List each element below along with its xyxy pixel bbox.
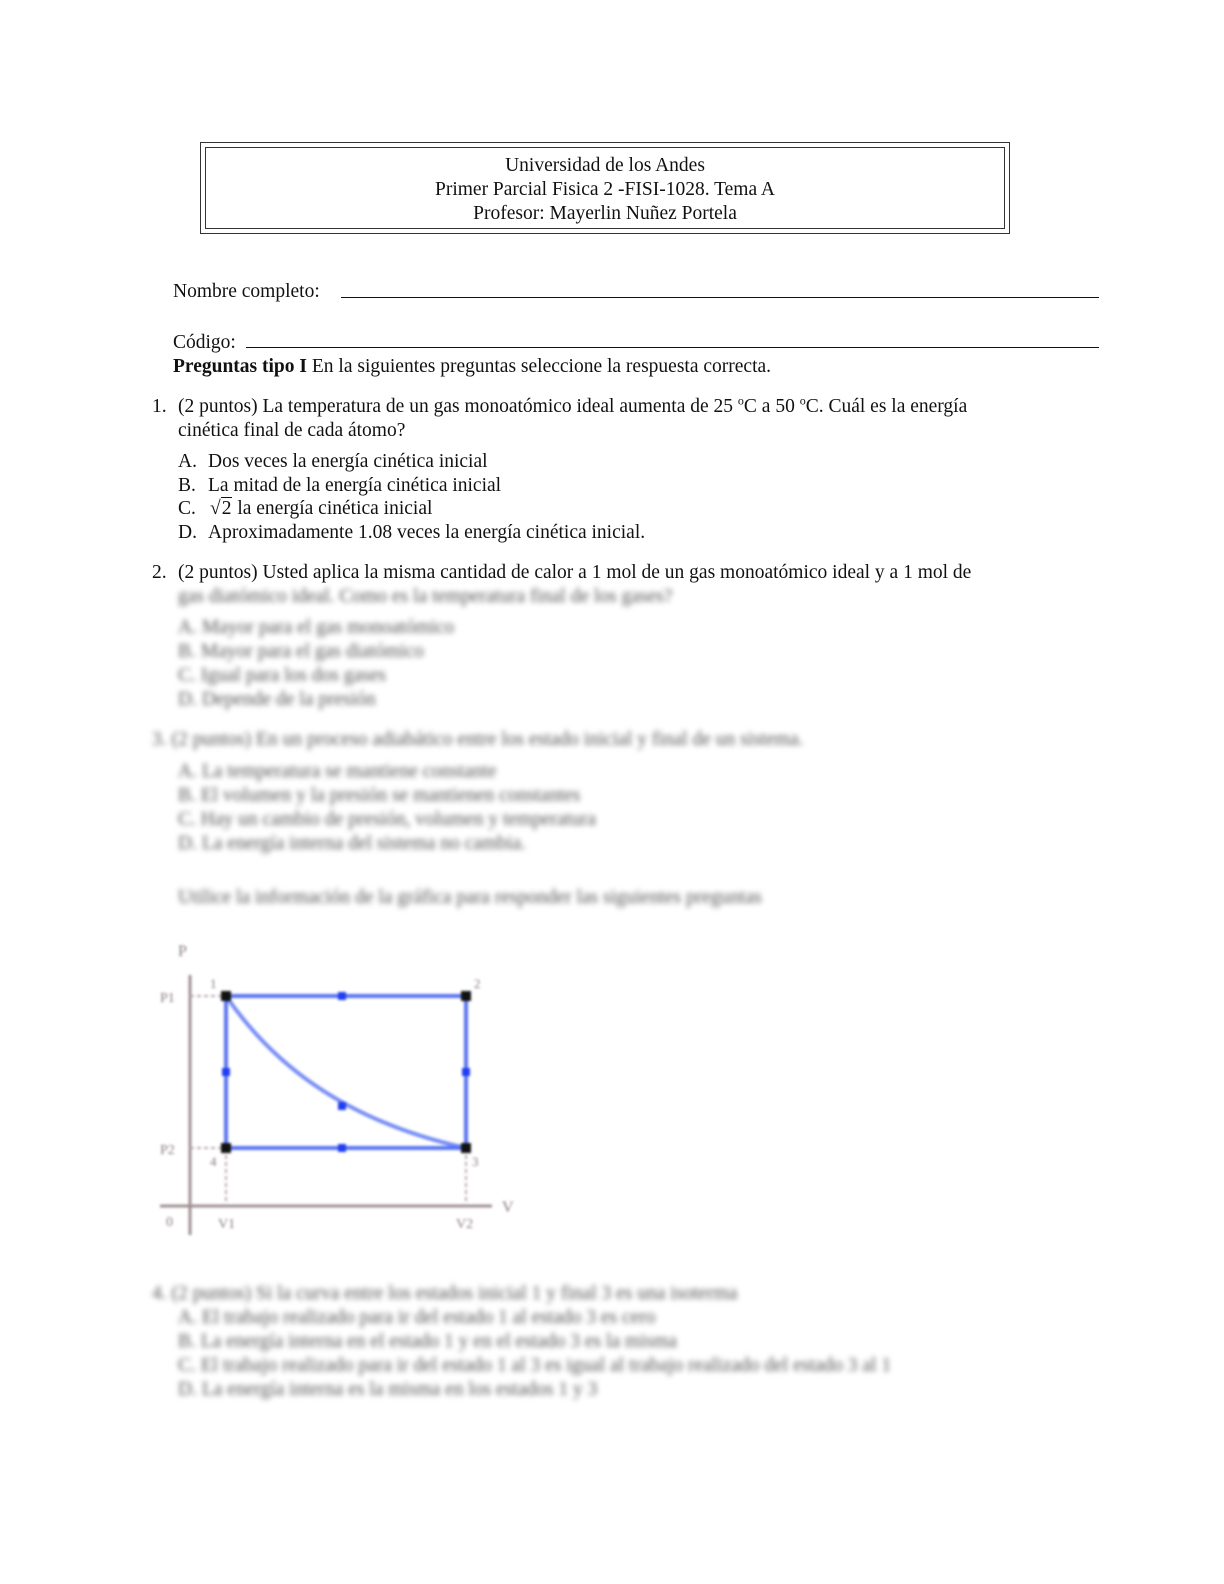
q4-option-c[interactable]	[178, 1354, 891, 1378]
q4-option-d[interactable]	[178, 1378, 597, 1402]
q2-option-b[interactable]	[178, 640, 424, 664]
university-name: Universidad de los Andes	[505, 155, 705, 176]
q1-option-a-letter[interactable]: A.	[178, 451, 197, 472]
question-1-text-line2: cinética final de cada átomo?	[178, 420, 406, 441]
question-number: 3.	[152, 729, 167, 750]
option-text: La temperatura se mantiene constante	[201, 761, 497, 782]
degree-symbol: o	[799, 393, 806, 408]
radicand: 2	[221, 498, 232, 519]
point-3-label: 3	[472, 1154, 479, 1169]
option-letter: A.	[178, 1307, 197, 1328]
option-letter: D.	[178, 833, 197, 854]
question-4	[152, 1282, 737, 1306]
section-heading	[173, 355, 771, 379]
q3-option-a[interactable]	[178, 760, 496, 784]
origin-label: 0	[166, 1215, 173, 1230]
option-letter: C.	[178, 1355, 196, 1376]
exam-title: Primer Parcial Fisica 2 -FISI-1028. Tema A	[434, 179, 775, 200]
exam-header-inner	[205, 147, 1005, 229]
name-field-line[interactable]	[341, 297, 1099, 298]
q1-text-a: (2 puntos) La temperatura de un gas monoatómico ideal aumenta de 25	[178, 396, 738, 417]
question-2-text-line2: gas diatómico ideal. Como es la temperatura final de los gases?	[178, 586, 673, 607]
option-letter: B.	[178, 641, 196, 662]
q4-option-a[interactable]	[178, 1306, 656, 1330]
option-letter: C.	[178, 809, 196, 830]
question-number: 4.	[152, 1283, 167, 1304]
point-4-label: 4	[210, 1154, 217, 1169]
code-label: Código:	[173, 332, 236, 353]
question-2-text-line1: (2 puntos) Usted aplica la misma cantidad de calor a 1 mol de un gas monoatómico ideal y a 1 mol de	[178, 562, 972, 583]
option-letter: B.	[178, 785, 196, 806]
x-axis-label: V	[502, 1199, 514, 1216]
p-high-label: P1	[160, 991, 175, 1006]
option-text: La energía interna es la misma en los estados 1 y 3	[201, 1379, 598, 1400]
option-text: Mayor para el gas diatómico	[200, 641, 424, 662]
pv-diagram-svg	[150, 930, 530, 1240]
section-instruction: En la siguientes preguntas seleccione la respuesta correcta.	[311, 356, 772, 377]
name-label: Nombre completo:	[173, 281, 320, 302]
option-text: Depende de la presión	[201, 689, 376, 710]
option-letter: A.	[178, 761, 197, 782]
p-low-label: P2	[160, 1143, 175, 1158]
professor-name: Profesor: Mayerlin Nuñez Portela	[473, 203, 737, 224]
question-2-number: 2.	[152, 562, 167, 583]
q1-option-b-text[interactable]: La mitad de la energía cinética inicial	[208, 475, 502, 496]
question-text: (2 puntos) Si la curva entre los estados inicial 1 y final 3 es una isoterma	[171, 1283, 738, 1304]
option-text: El trabajo realizado para ir del estado 1 al 3 es igual al trabajo realizado del estado 3 al 1	[200, 1355, 892, 1376]
exam-header-box	[200, 142, 1010, 234]
option-text: El trabajo realizado para ir del estado 1 al estado 3 es cero	[201, 1307, 656, 1328]
q3-option-b[interactable]	[178, 784, 580, 808]
q2-option-d[interactable]	[178, 688, 376, 712]
question-1-number: 1.	[152, 396, 167, 417]
v-high-label: V2	[456, 1217, 474, 1232]
q2-option-a[interactable]	[178, 616, 454, 640]
question-text: (2 puntos) En un proceso adiabático entre los estado inicial y final de un sistema.	[171, 729, 804, 750]
q1-option-d-letter[interactable]: D.	[178, 522, 197, 543]
option-text: La energía interna en el estado 1 y en el estado 3 es la misma	[200, 1331, 677, 1352]
section-title: Preguntas tipo I	[173, 356, 307, 377]
q1-option-c-letter[interactable]: C.	[178, 498, 196, 519]
q1-option-c-rest: la energía cinética inicial	[232, 498, 433, 519]
graph-intro-text: Utilice la información de la gráfica para responder las siguientes preguntas	[178, 887, 762, 908]
q2-option-c[interactable]	[178, 664, 386, 688]
q1-option-d-text[interactable]: Aproximadamente 1.08 veces la energía cinética inicial.	[208, 522, 646, 543]
option-letter: D.	[178, 1379, 197, 1400]
q1-text-c: C. Cuál es la energía	[805, 396, 968, 417]
q1-text-b: C a 50	[743, 396, 800, 417]
option-letter: A.	[178, 617, 197, 638]
option-text: Hay un cambio de presión, volumen y temperatura	[200, 809, 597, 830]
point-2-label: 2	[474, 976, 481, 991]
option-text: Mayor para el gas monoatómico	[201, 617, 455, 638]
option-letter: B.	[178, 1331, 196, 1352]
q1-option-a-text[interactable]: Dos veces la energía cinética inicial	[208, 451, 488, 472]
q1-option-c-text[interactable]	[208, 497, 432, 521]
option-text: El volumen y la presión se mantienen constantes	[200, 785, 581, 806]
sqrt-symbol: √2	[210, 498, 232, 519]
option-text: Igual para los dos gases	[200, 665, 386, 686]
q3-option-c[interactable]	[178, 808, 596, 832]
option-letter: C.	[178, 665, 196, 686]
option-letter: D.	[178, 689, 197, 710]
code-field-line[interactable]	[246, 347, 1099, 348]
question-3	[152, 728, 803, 752]
q4-option-b[interactable]	[178, 1330, 677, 1354]
q3-option-d[interactable]	[178, 832, 526, 856]
question-1-text-line1	[178, 395, 967, 419]
y-axis-label: P	[178, 943, 187, 960]
pv-diagram	[150, 930, 530, 1240]
degree-symbol: o	[737, 393, 744, 408]
v-low-label: V1	[218, 1217, 236, 1232]
point-1-label: 1	[210, 976, 217, 991]
q1-option-b-letter[interactable]: B.	[178, 475, 196, 496]
option-text: La energía interna del sistema no cambia.	[201, 833, 526, 854]
